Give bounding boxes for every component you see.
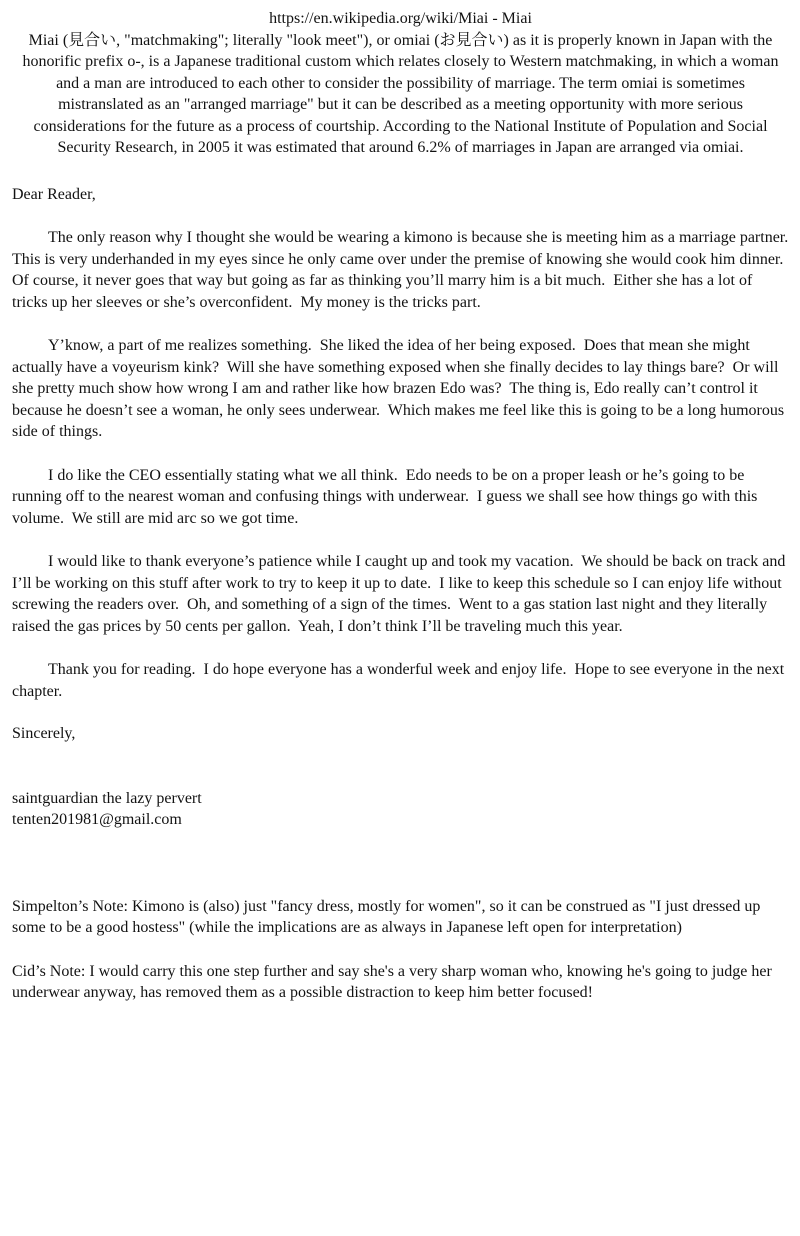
- closing: Sincerely,: [12, 725, 76, 742]
- source-url-text: https://en.wikipedia.org/wiki/Miai - Miai: [269, 10, 532, 27]
- letter-paragraph-4: I would like to thank everyone’s patience while I caught up and took my vacation. We should be back on track and I’ll be working on this stuff after work to try to keep it up to date. I like to keep this schedule so I can enjoy life without screwing the readers over. Oh, and something of a sign of the times. Went to a gas station last night and they literally raised the gas prices by 50 cents per gallon. Yeah, I don’t think I’ll be traveling much this year.: [12, 553, 790, 635]
- letter-paragraph-3: I do like the CEO essentially stating what we all think. Edo needs to be on a proper leash or he’s going to be running off to the nearest woman and confusing things with underwear. I guess we shall see how things go with this volume. We still are mid arc so we got time.: [12, 466, 762, 527]
- letter-paragraph-2: Y’know, a part of me realizes something. She liked the idea of her being exposed. Does that mean she might actually have a voyeurism kink? Will she have something exposed when she finally decides to lay things bare? Or will she pretty much show how wrong I am and rather like how brazen Edo was? The thing is, Edo really can’t control it because he doesn’t see a woman, he only sees underwear. Which makes me feel like this is going to be a long humorous side of things.: [12, 337, 789, 440]
- translator-note-simpelton: Simpelton’s Note: Kimono is (also) just "fancy dress, mostly for women", so it can be construed as "I just dressed up some to be a good hostess" (while the implications are as always in Japanese left open for interpretation): [12, 897, 765, 936]
- letter-paragraph-5: Thank you for reading. I do hope everyone has a wonderful week and enjoy life. Hope to see everyone in the next chapter.: [12, 661, 789, 700]
- signature-block: [12, 788, 789, 831]
- translator-note-cid: Cid’s Note: I would carry this one step further and say she's a very sharp woman who, knowing he's going to judge her underwear anyway, has removed them as a possible distraction to keep him better focused!: [12, 962, 776, 1001]
- signature-name: saintguardian the lazy pervert: [12, 789, 202, 807]
- salutation: Dear Reader,: [12, 185, 96, 203]
- wikipedia-quote: Miai (見合い, "matchmaking"; literally "look meet"), or omiai (お見合い) as it is properly known in Japan with the honorific prefix o-, is a Japanese traditional custom which relates closely to Western matchmaking, in which a woman and a man are introduced to each other to consider the possibility of marriage. The term omiai is sometimes mistranslated as an "arranged marriage" but it can be described as a meeting opportunity with more serious considerations for the future as a process of courtship. According to the National Institute of Population and Social Security Research, in 2005 it was estimated that around 6.2% of marriages in Japan are arranged via omiai.: [22, 31, 783, 156]
- signature-email: tenten201981@gmail.com: [12, 811, 182, 828]
- citation-header: [12, 8, 789, 159]
- letter-paragraph-1: The only reason why I thought she would be wearing a kimono is because she is meeting him as a marriage partner. This is very underhanded in my eyes since he only came over under the premise of knowing she would cook him dinner. Of course, it never goes that way but going as far as thinking you’ll marry him is a bit much. Either she has a lot of tricks up her sleeves or she’s overconfident. My money is the tricks part.: [12, 229, 796, 311]
